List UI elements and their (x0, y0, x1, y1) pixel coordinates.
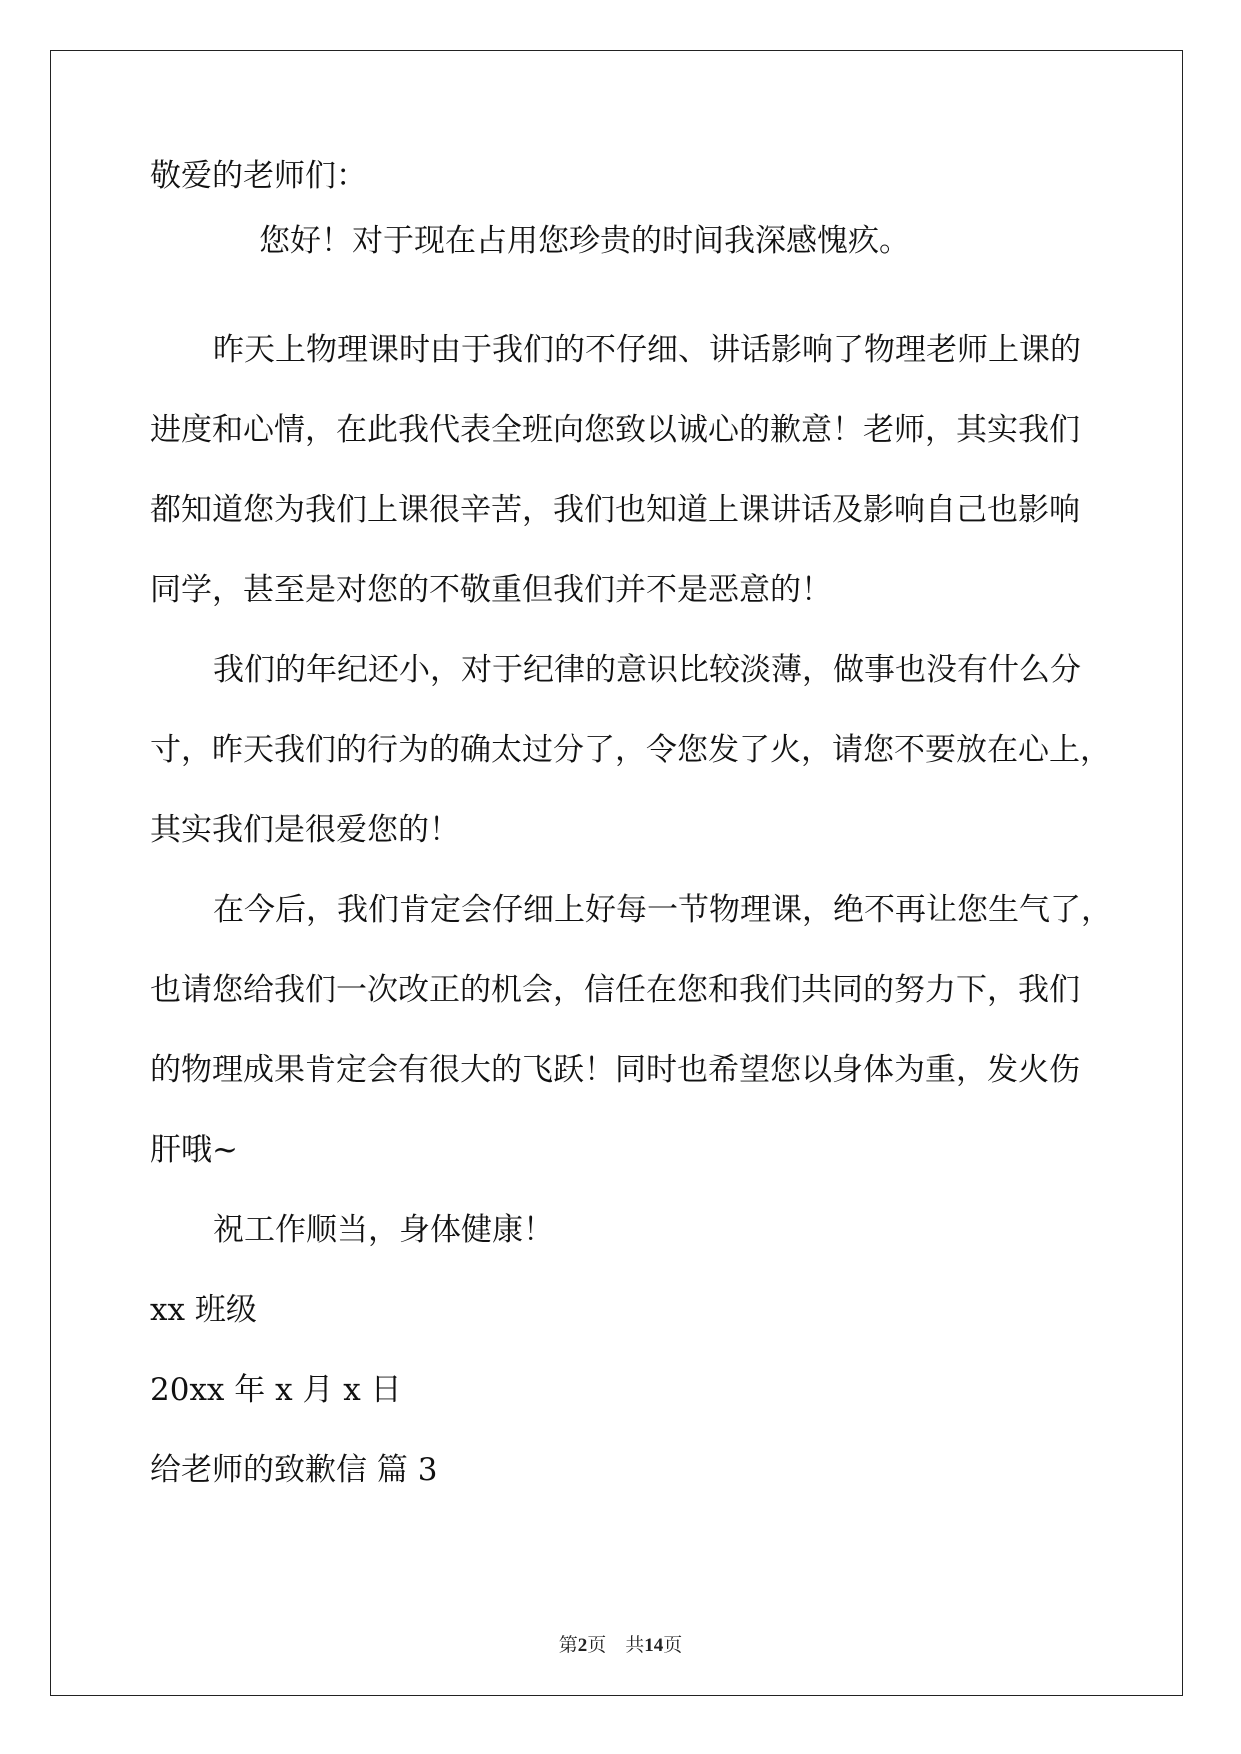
paragraph-2-line-1: 我们的年纪还小，对于纪律的意识比较淡薄，做事也没有什么分 (213, 652, 1081, 688)
paragraph-1-line-4: 同学，甚至是对您的不敬重但我们并不是恶意的！ (150, 572, 832, 608)
paragraph-3-line-2: 也请您给我们一次改正的机会，信任在您和我们共同的努力下，我们 (150, 972, 1080, 1008)
signature-date: 20xx 年 x 月 x 日 (150, 1372, 402, 1408)
salutation: 敬爱的老师们： (150, 158, 367, 194)
footer-suffix: 页 (663, 1635, 683, 1656)
paragraph-3-line-4: 肝哦~ (150, 1132, 238, 1168)
total-page-number: 14 (644, 1635, 664, 1656)
paragraph-2-line-2: 寸，昨天我们的行为的确太过分了，令您发了火，请您不要放在心上， (150, 732, 1111, 768)
paragraph-1-line-2: 进度和心情，在此我代表全班向您致以诚心的歉意！老师，其实我们 (150, 412, 1080, 448)
paragraph-3-line-1: 在今后，我们肯定会仔细上好每一节物理课，绝不再让您生气了， (213, 892, 1112, 928)
closing-wish: 祝工作顺当，身体健康！ (213, 1212, 554, 1248)
current-page-number: 2 (577, 1635, 588, 1656)
paragraph-2-line-3: 其实我们是很爱您的！ (150, 812, 460, 848)
paragraph-3-line-3: 的物理成果肯定会有很大的飞跃！同时也希望您以身体为重，发火伤 (150, 1052, 1080, 1088)
paragraph-1-line-3: 都知道您为我们上课很辛苦，我们也知道上课讲话及影响自己也影响 (150, 492, 1080, 528)
next-section-title: 给老师的致歉信 篇 3 (150, 1452, 438, 1488)
signature-class: xx 班级 (150, 1292, 257, 1328)
paragraph-1-line-1: 昨天上物理课时由于我们的不仔细、讲话影响了物理老师上课的 (213, 332, 1081, 368)
footer-prefix: 第 (558, 1635, 578, 1656)
greeting-line: 您好！对于现在占用您珍贵的时间我深感愧疚。 (259, 223, 910, 259)
page-number-footer (0, 1630, 1241, 1657)
footer-middle: 页 共 (587, 1635, 645, 1656)
